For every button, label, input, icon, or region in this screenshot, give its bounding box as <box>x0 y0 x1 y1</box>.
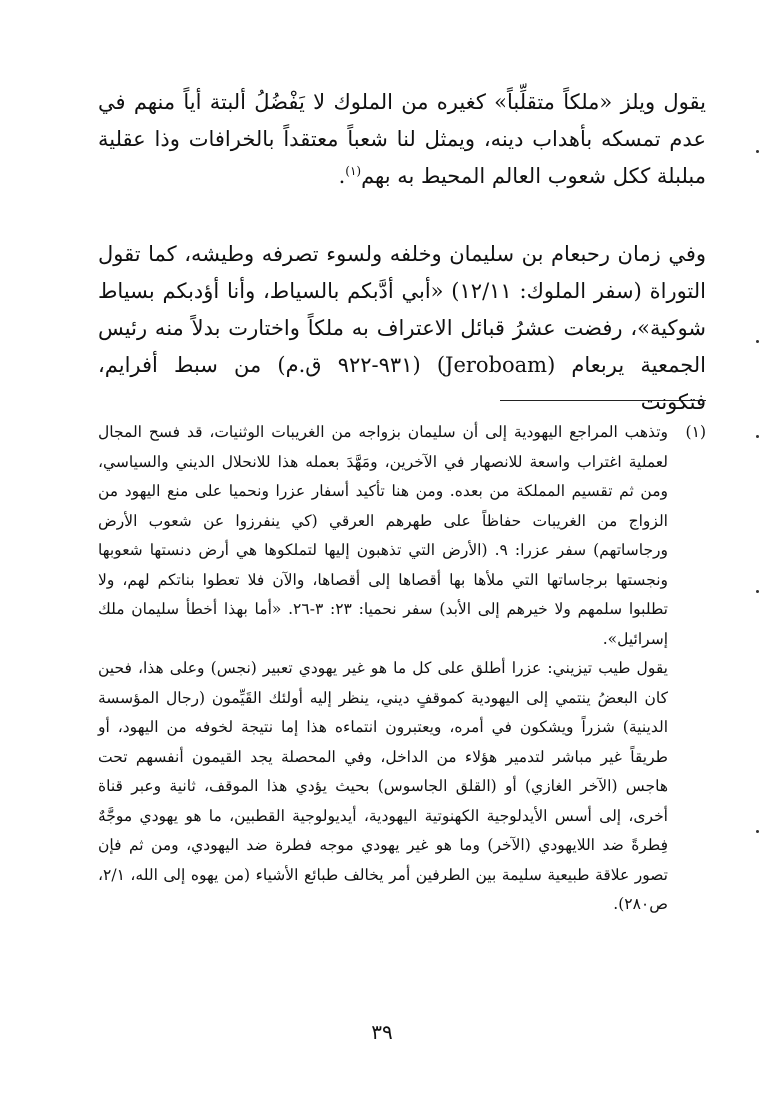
scan-mark <box>756 340 759 343</box>
footnote-continuation: يقول طيب تيزيني: عزرا أطلق على كل ما هو غير يهودي تعبير (نجس) وعلى هذا، فحين كان البعضُ ينتمي إلى اليهودية كموقفٍ ديني، ينظر إليه أولئك القَيِّمون (رجال المؤسسة الدينية) شزراً ويشكون في أمره، ويعتبرون انتماءه هذا إما نتيجة لخوفه من اليهود، أو طريقاً غير مباشر لتدمير هؤلاء من الداخل، وفي المحصلة يجد القيمون أنفسهم تحت هاجس (الآخر الغازي) أو (القلق الجاسوس) بحيث يؤدي هذا الموقف، ثانية وعبر قناة أخرى، إلى أسس الأيدلوجية الكهنوتية اليهودية، أيديولوجية القطبين، ما هو يهودي موجَّهٌ فِطرةً ضد اللايهودي (الآخر) وما هو غير يهودي موجه فطرة ضد اليهودي، ومن ثم فإن تصور علاقة طبيعية سليمة بين الطرفين أمر يخالف طبائع الأشياء (من يهوه إلى الله، ٢/١، ص٢٨٠). <box>98 659 668 913</box>
scan-mark <box>756 435 759 438</box>
body-paragraph-2: وفي زمان رحبعام بن سليمان وخلفه ولسوء تصرفه وطيشه، كما تقول التوراة (سفر الملوك: ١٢/١١) «أبي أدَّبكم بالسياط، وأنا أؤدبكم بسياط شوكية»، رفضت عشرُ قبائل الاعتراف به ملكاً واختارت بدلاً منه رئيس الجمعية يربعام (Jeroboam) (٩٣١-٩٢٢ ق.م) من سبط أفرايم، فتكونت <box>98 242 707 414</box>
footnote-text: وتذهب المراجع اليهودية إلى أن سليمان بزواجه من الغريبات الوثنيات، قد فسح المجال لعملية اغتراب واسعة للانصهار في الآخرين، ومَهَّدَ بعمله هذا للانحلال الديني والسياسي، ومن ثم تقسيم المملكة من بعده. ومن هنا تأكيد أسفار عزرا ونحميا على منع اليهود من الزواج من الغريبات حفاظاً على طهرهم العرقي (كي ينفرزوا عن شعوب الأرض ورجاساتهم) سفر عزرا: ٩. (الأرض التي تذهبون إليها لتملكوها هي أرض دنستها شعوبها ونجستها برجاساتها التي ملأها بها أقصاها إلى أقصاها، والآن فلا تعطوا بناتكم لهم، ولا تطلبوا سلمهم ولا خيرهم إلى الأبد) سفر نحميا: ٢٣: ٣-٢٦. «أما بهذا أخطأ سليمان ملك إسرائيل». <box>98 423 668 648</box>
footnote-1 <box>98 418 706 654</box>
footnotes-section <box>98 418 706 920</box>
footnote-separator <box>500 400 706 401</box>
paragraph-1-text: يقول ويلز «ملكاً متقلِّباً» كغيره من الملوك لا يَفْضُلُ ألبتة أياً منهم في عدم تمسكه بأهداب دينه، ويمثل لنا شعباً معتقداً بالخرافات وذا عقلية مبلبلة ككل شعوب العالم المحيط به بهم <box>98 90 706 188</box>
scan-mark <box>756 830 759 833</box>
body-paragraph-1 <box>98 84 706 195</box>
scan-mark <box>756 590 759 593</box>
footnote-number: (١) <box>685 423 706 441</box>
paragraph-1-end: . <box>338 164 346 188</box>
scan-mark <box>756 150 759 153</box>
footnote-reference: (١) <box>345 164 362 178</box>
page-number: ٣٩ <box>371 1020 393 1044</box>
